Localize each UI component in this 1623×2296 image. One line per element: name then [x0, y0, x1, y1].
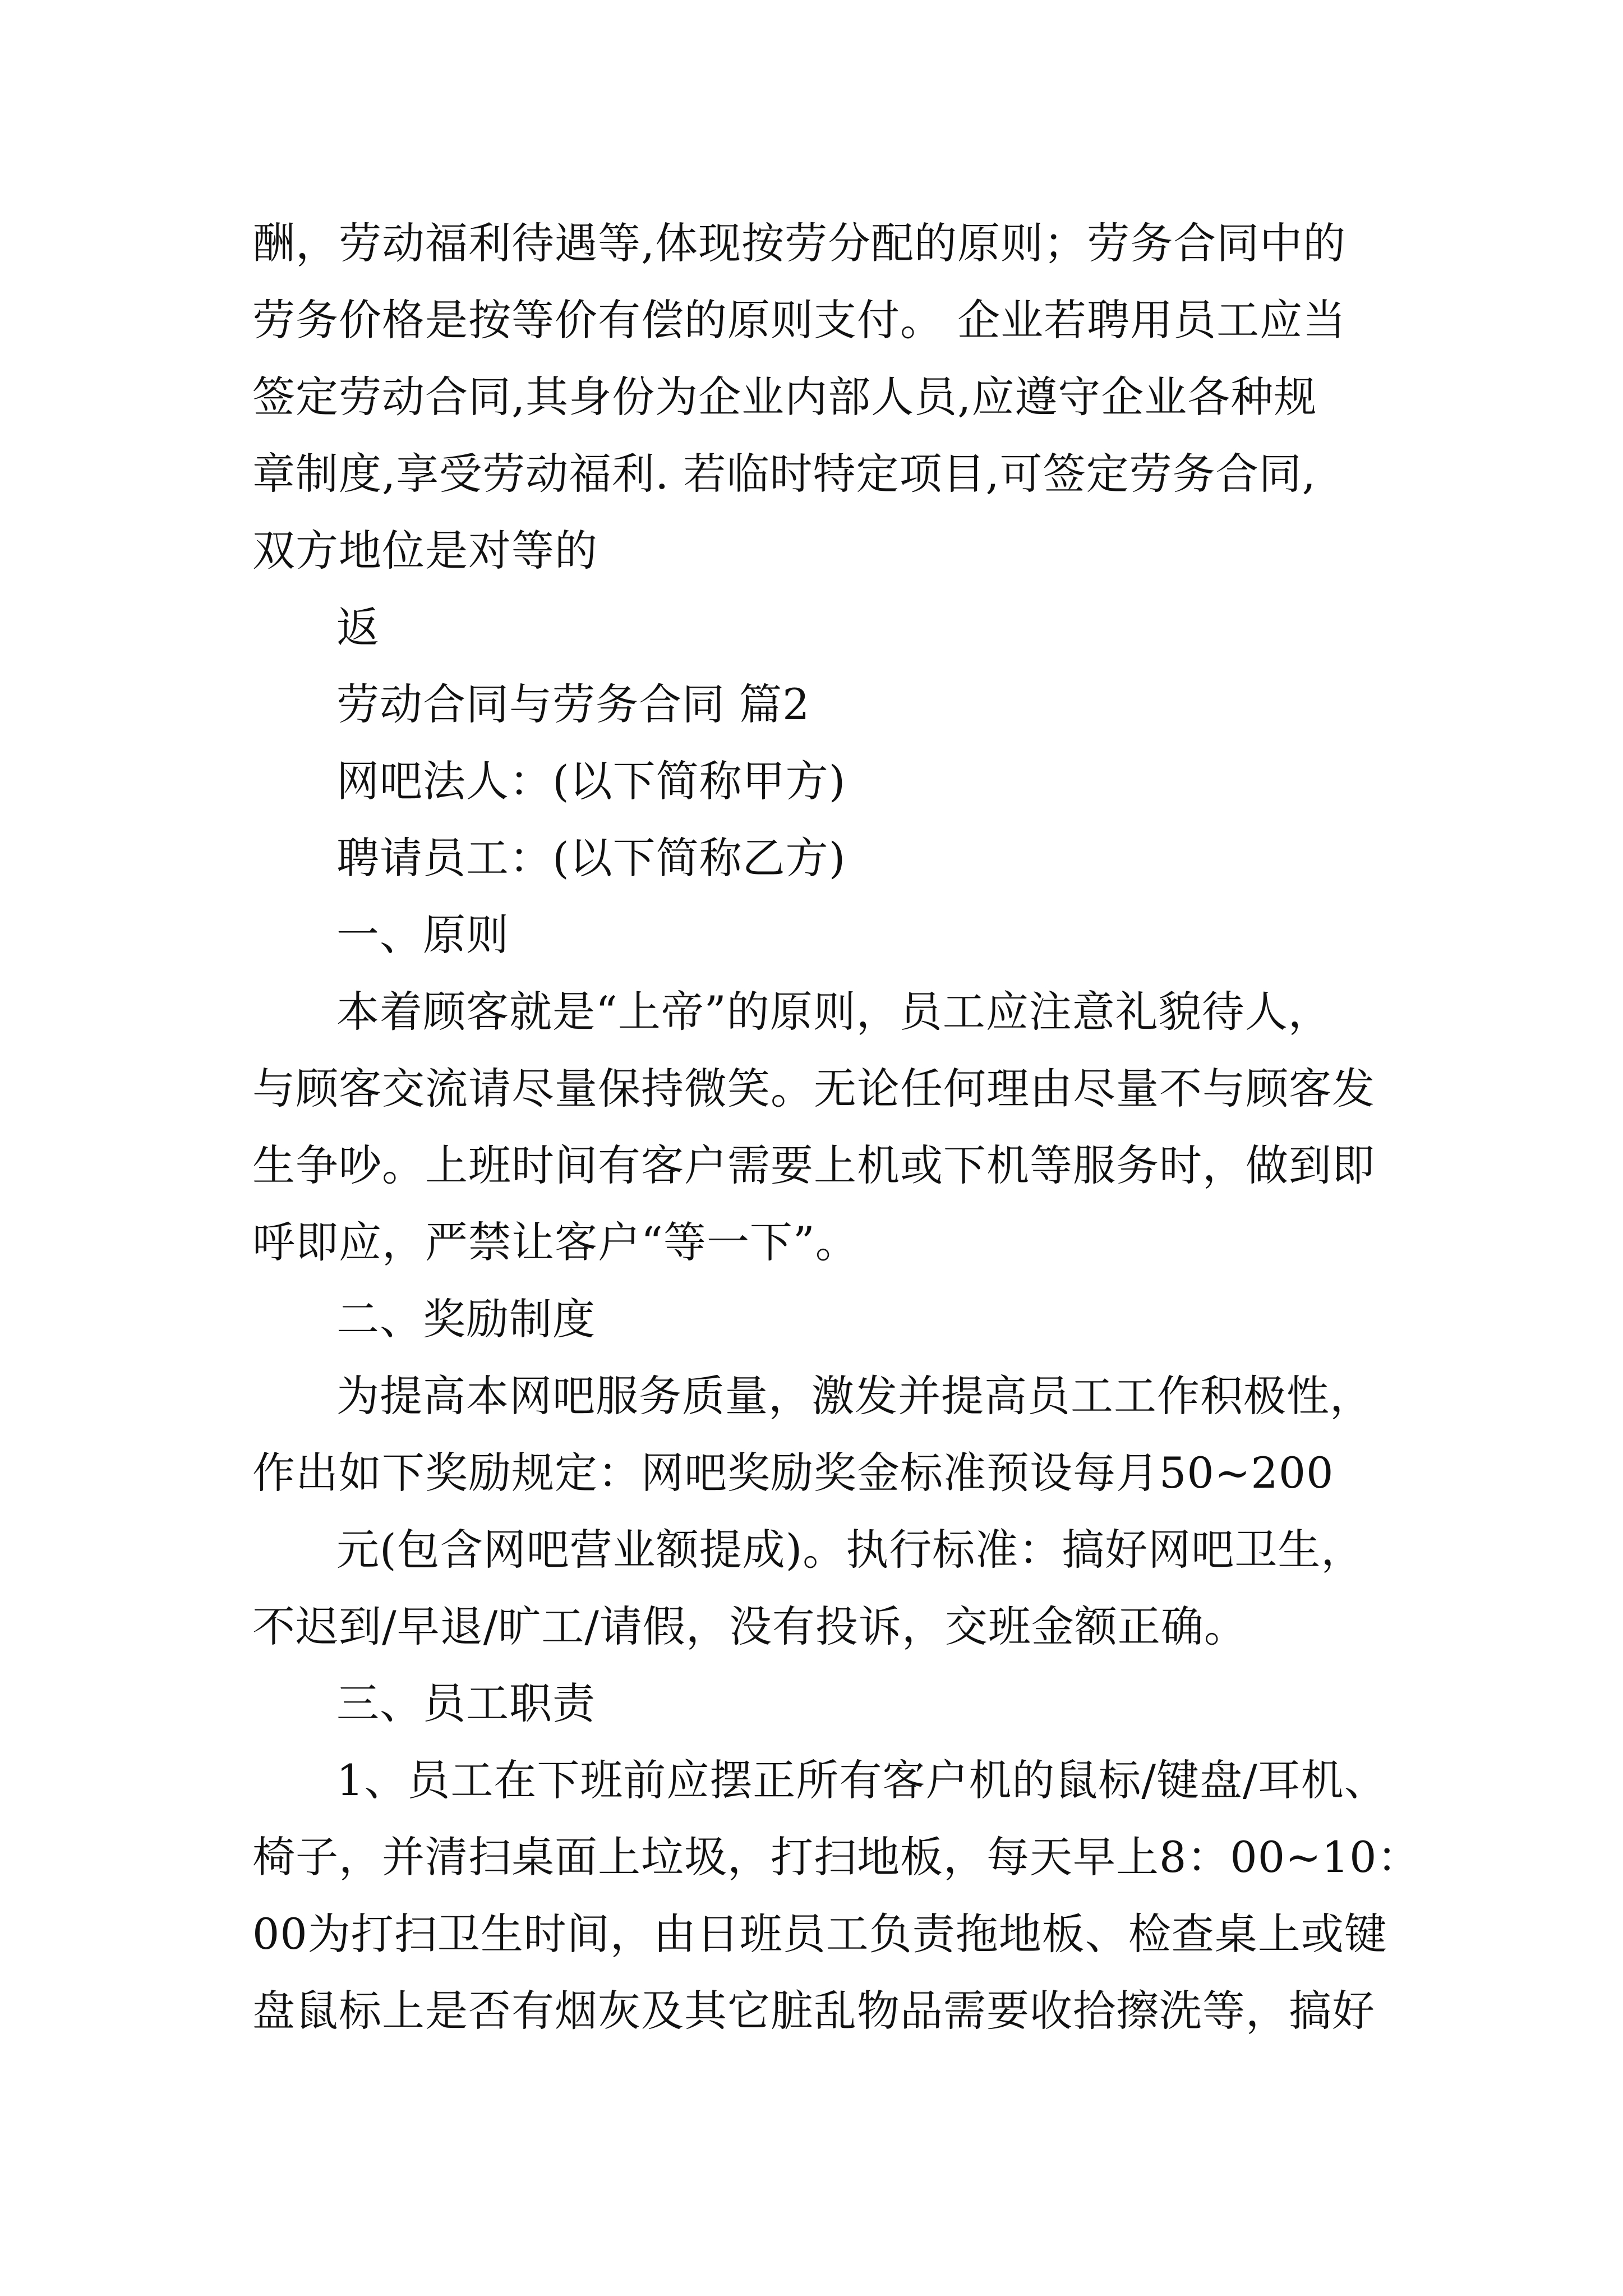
paragraph-line: 椅子，并清扫桌面上垃圾，打扫地板，每天早上8：00~10： — [252, 1832, 1421, 1882]
paragraph-line: 作出如下奖励规定：网吧奖励奖金标准预设每月50~200 — [252, 1448, 1334, 1498]
paragraph-line: 与顾客交流请尽量保持微笑。无论任何理由尽量不与顾客发 — [252, 1064, 1375, 1114]
paragraph-line: 章制度,享受劳动福利. 若临时特定项目,可签定劳务合同, — [252, 449, 1316, 499]
heading-duties: 三、员工职责 — [336, 1678, 596, 1728]
paragraph-line: 酬，劳动福利待遇等,体现按劳分配的原则；劳务合同中的 — [252, 218, 1347, 268]
paragraph-line: 为提高本网吧服务质量，激发并提高员工工作积极性， — [336, 1371, 1373, 1421]
heading-principle: 一、原则 — [336, 910, 509, 960]
party-a-label: 网吧法人：(以下简称甲方) — [336, 756, 846, 806]
paragraph-line: 不迟到/早退/旷工/请假，没有投诉，交班金额正确。 — [252, 1602, 1247, 1651]
paragraph-line: 00为打扫卫生时间，由日班员工负责拖地板、检查桌上或键 — [252, 1909, 1387, 1959]
paragraph-line: 呼即应，严禁让客户“等一下”。 — [252, 1217, 859, 1267]
heading-reward: 二、奖励制度 — [336, 1294, 596, 1344]
paragraph-line: 本着顾客就是“上帝”的原则，员工应注意礼貌待人， — [336, 987, 1331, 1037]
paragraph-line: 双方地位是对等的 — [252, 526, 598, 576]
paragraph-line: 1、员工在下班前应摆正所有客户机的鼠标/键盘/耳机、 — [336, 1755, 1387, 1805]
paragraph-line: 元(包含网吧营业额提成)。执行标准：搞好网吧卫生， — [336, 1525, 1364, 1575]
paragraph-line: 盘鼠标上是否有烟灰及其它脏乱物品需要收拾擦洗等，搞好 — [252, 1986, 1375, 2036]
paragraph-line: 劳务价格是按等价有偿的原则支付。 企业若聘用员工应当 — [252, 295, 1347, 345]
paragraph-line: 生争吵。上班时间有客户需要上机或下机等服务时，做到即 — [252, 1140, 1375, 1190]
paragraph-line: 签定劳动合同,其身份为企业内部人员,应遵守企业各种规 — [252, 372, 1317, 422]
section-title: 劳动合同与劳务合同 篇2 — [336, 679, 810, 729]
return-text: 返 — [336, 602, 380, 652]
party-b-label: 聘请员工：(以下简称乙方) — [336, 833, 846, 883]
